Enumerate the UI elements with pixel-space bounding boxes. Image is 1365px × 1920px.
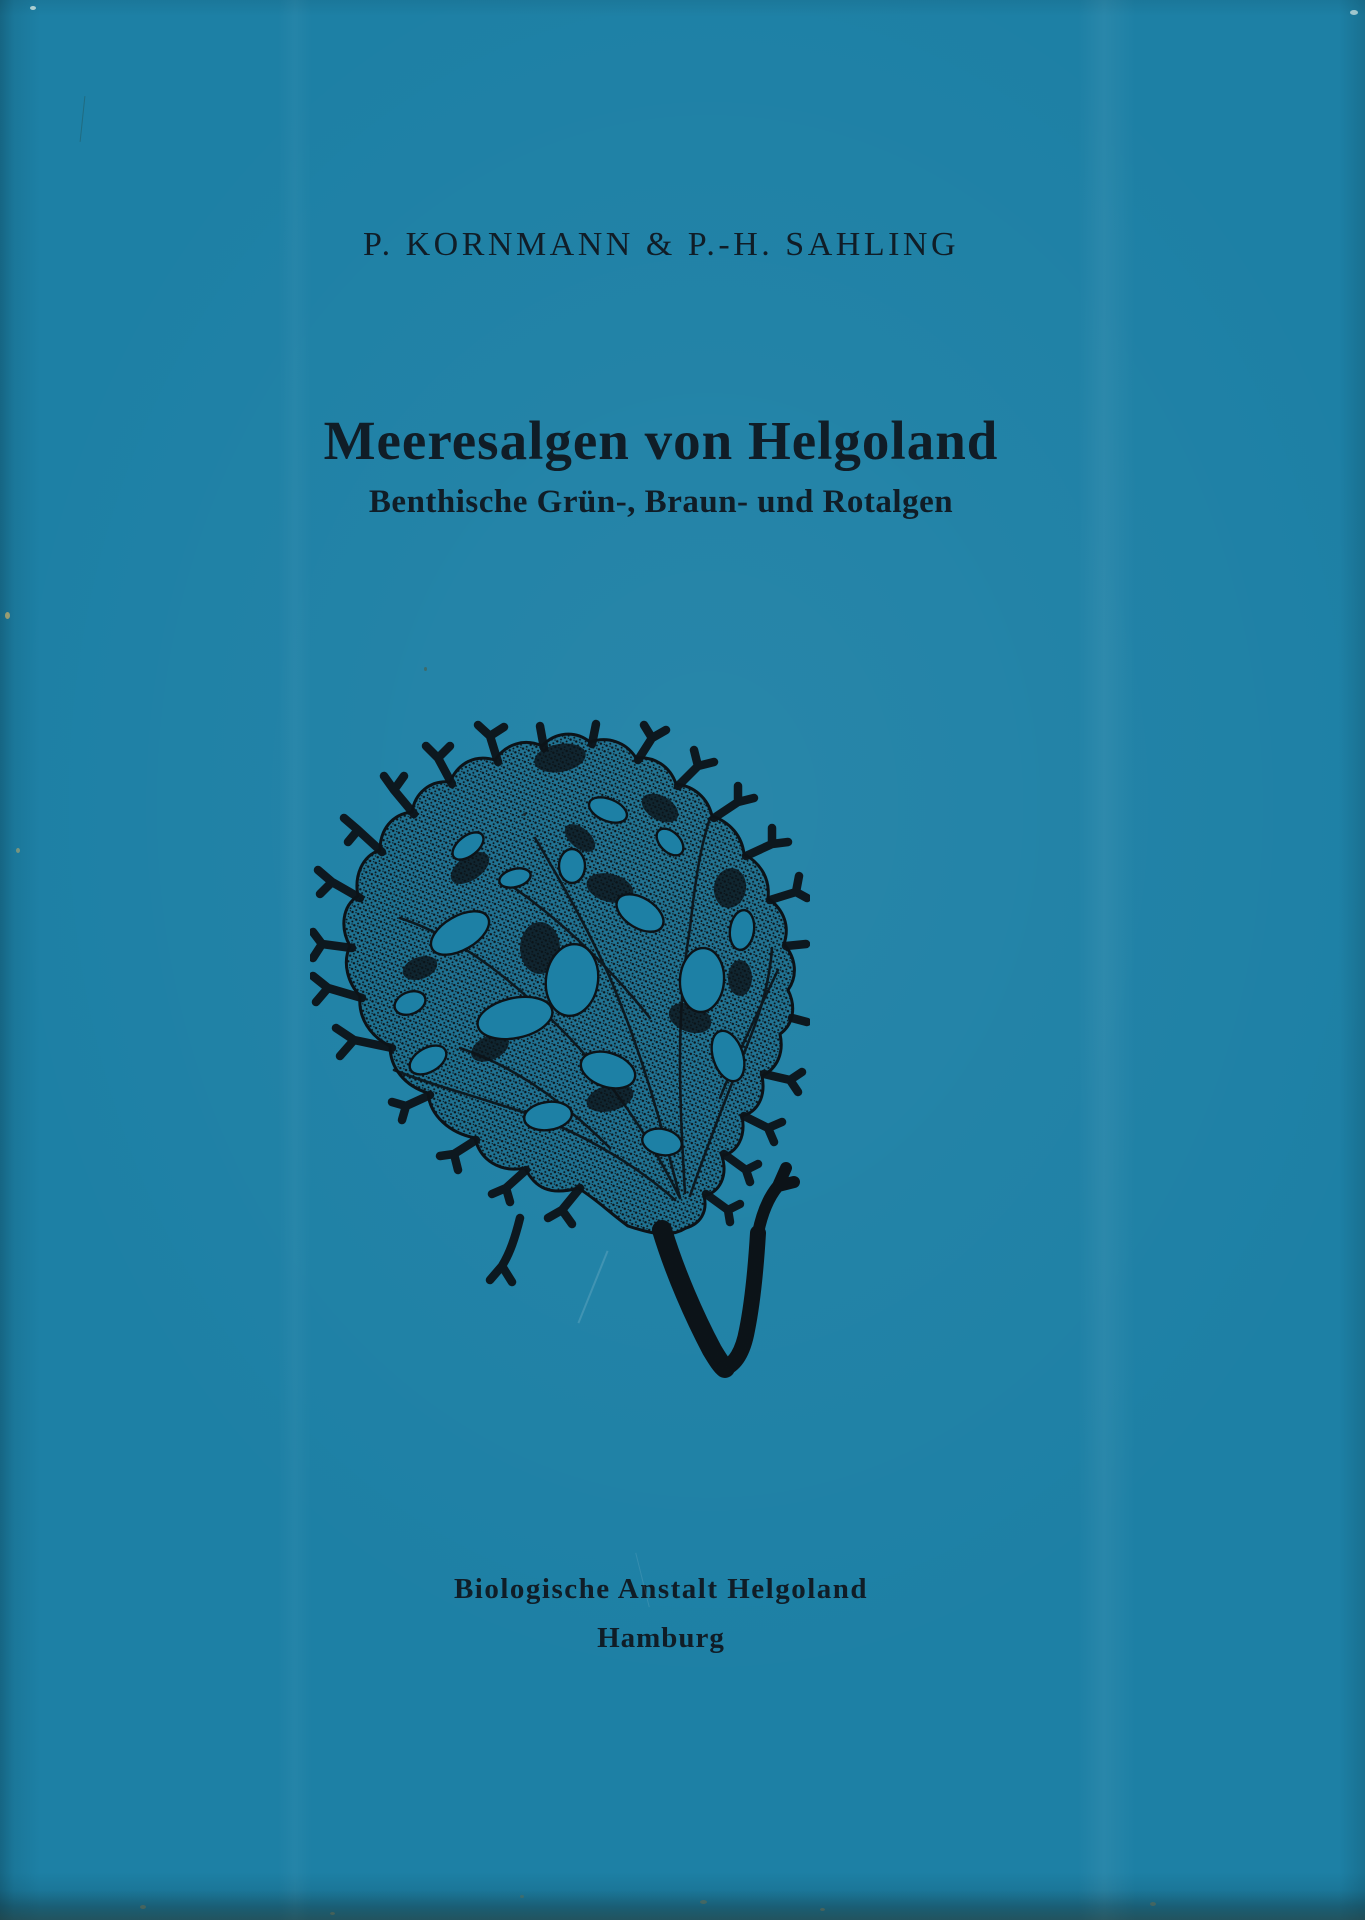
wear-speck [820,1908,825,1911]
wear-speck [520,1895,524,1898]
bottom-edge-wear [0,1890,1365,1920]
dust-speck [30,6,36,10]
wear-speck [700,1900,707,1904]
publisher-city: Hamburg [597,1622,725,1654]
wear-speck [1150,1902,1156,1906]
dust-speck [1350,10,1358,15]
seaweed-illustration [310,718,810,1398]
dust-speck [16,848,20,853]
wear-speck [330,1912,335,1915]
dust-speck [424,667,427,671]
wear-speck [140,1905,146,1909]
book-title: Meeresalgen von Helgoland [323,410,999,471]
scratch-mark [80,96,86,142]
book-subtitle: Benthische Grün-, Braun- und Rotalgen [368,484,954,520]
dust-speck [5,612,10,619]
publisher-name: Biologische Anstalt Helgoland [453,1573,869,1605]
author-line: P. KORNMANN & P.-H. SAHLING [362,226,960,263]
